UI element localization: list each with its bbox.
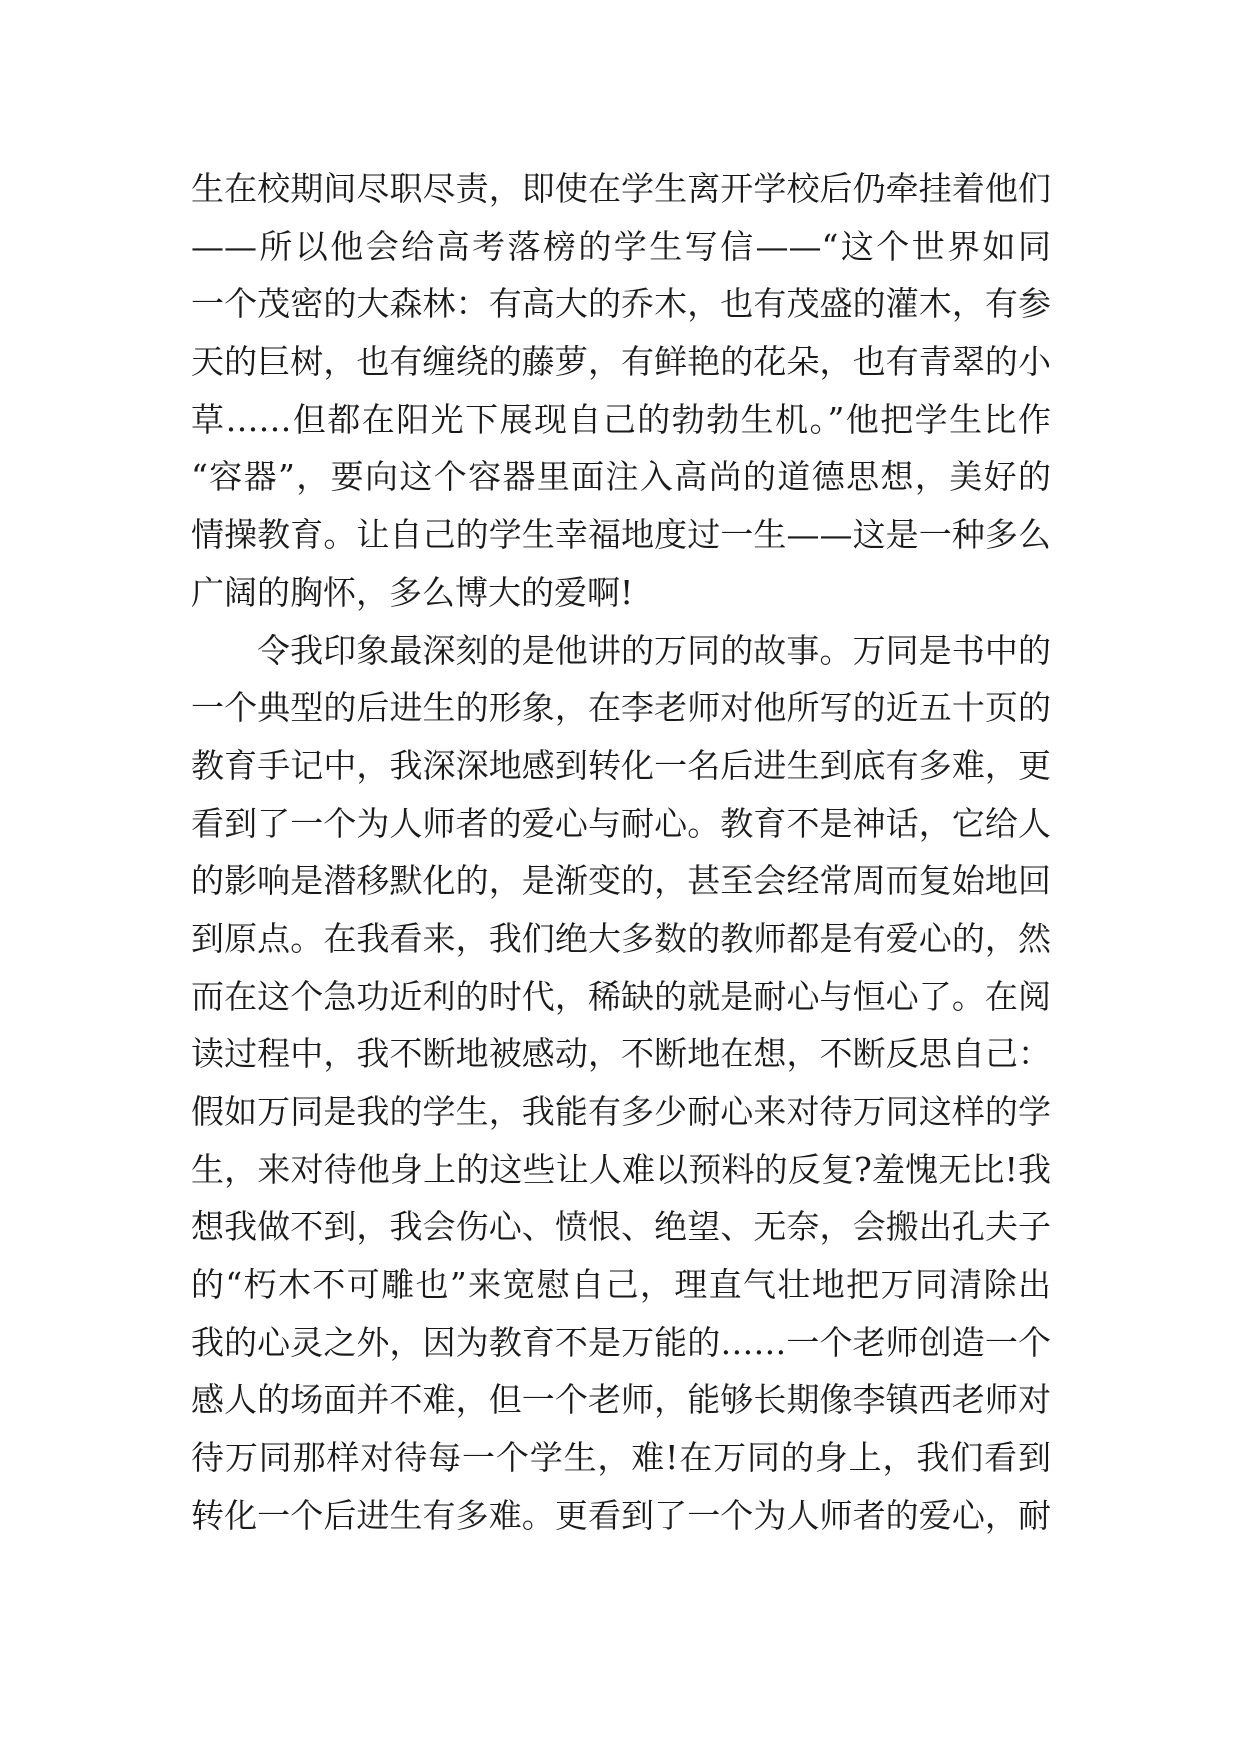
- text-line: 生在校期间尽职尽责，即使在学生离开学校后仍牵挂着他们: [191, 169, 1051, 208]
- text-line: ——所以他会给高考落榜的学生写信——“这个世界如同: [191, 226, 1051, 266]
- text-line: 广阔的胸怀，多么博大的爱啊!: [191, 572, 634, 612]
- text-line: 生，来对待他身上的这些让人难以预料的反复?羞愧无比!我: [191, 1149, 1051, 1189]
- text-line: 读过程中，我不断地被感动，不断地在想，不断反思自己：: [191, 1034, 1051, 1074]
- text-line: 我的心灵之外，因为教育不是万能的……一个老师创造一个: [191, 1322, 1051, 1362]
- body-text: [191, 160, 1051, 1545]
- text-line: 看到了一个为人师者的爱心与耐心。教育不是神话，它给人: [191, 803, 1051, 843]
- text-line: 一个典型的后进生的形象，在李老师对他所写的近五十页的: [191, 688, 1051, 728]
- text-line: 教育手记中，我深深地感到转化一名后进生到底有多难，更: [191, 745, 1051, 785]
- text-line: 感人的场面并不难，但一个老师，能够长期像李镇西老师对: [191, 1380, 1051, 1420]
- text-line: 情操教育。让自己的学生幸福地度过一生——这是一种多么: [191, 515, 1051, 555]
- text-line: 的“朽木不可雕也”来宽慰自己，理直气壮地把万同清除出: [191, 1265, 1051, 1305]
- paragraph-first-line: 令我印象最深刻的是他讲的万同的故事。万同是书中的: [257, 630, 1051, 670]
- text-line: 而在这个急功近利的时代，稀缺的就是耐心与恒心了。在阅: [191, 976, 1051, 1016]
- text-line: 假如万同是我的学生，我能有多少耐心来对待万同这样的学: [191, 1092, 1051, 1131]
- text-line: 的影响是潜移默化的，是渐变的，甚至会经常周而复始地回: [191, 861, 1051, 901]
- text-line: 想我做不到，我会伤心、愤恨、绝望、无奈，会搬出孔夫子: [191, 1207, 1051, 1247]
- text-line: 天的巨树，也有缠绕的藤萝，有鲜艳的花朵，也有青翠的小: [191, 342, 1051, 382]
- text-line: 一个茂密的大森林：有高大的乔木，也有茂盛的灌木，有参: [191, 284, 1051, 324]
- text-line: 到原点。在我看来，我们绝大多数的教师都是有爱心的，然: [191, 918, 1051, 958]
- text-line: 草……但都在阳光下展现自己的勃勃生机。”他把学生比作: [191, 399, 1051, 439]
- text-line: 待万同那样对待每一个学生，难!在万同的身上，我们看到: [191, 1438, 1051, 1478]
- text-line: 转化一个后进生有多难。更看到了一个为人师者的爱心，耐: [191, 1495, 1051, 1535]
- text-line: “容器”，要向这个容器里面注入高尚的道德思想，美好的: [191, 457, 1051, 497]
